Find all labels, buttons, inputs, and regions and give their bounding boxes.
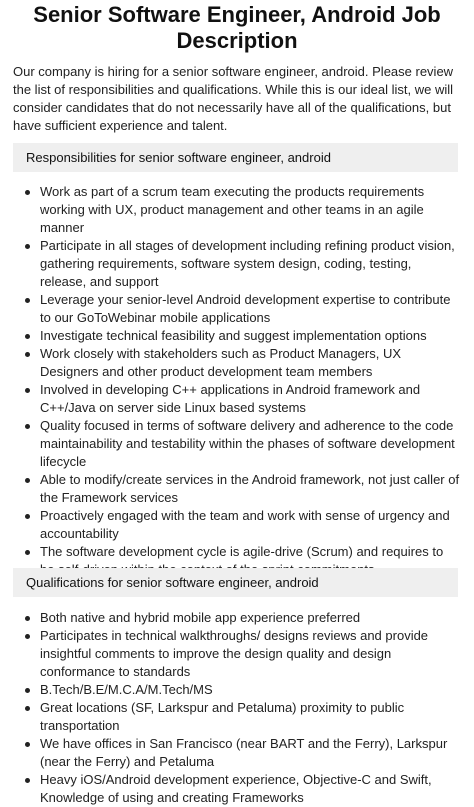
list-item: [0, 291, 474, 327]
list-item: [0, 507, 474, 543]
list-item-text: Work as part of a scrum team executing the products requirements working with UX, product management and other teams in an agile manner: [40, 184, 425, 235]
responsibilities-heading: Responsibilities for senior software engineer, android: [13, 143, 458, 172]
bullet-icon: [25, 634, 30, 639]
bullet-icon: [25, 706, 30, 711]
bullet-icon: [25, 742, 30, 747]
list-item-text: Participates in technical walkthroughs/ designs reviews and provide insightful comments to improve the design quality and design conformance to standards: [40, 628, 429, 679]
bullet-icon: [25, 778, 30, 783]
list-item: [0, 417, 474, 471]
list-item-text: Investigate technical feasibility and suggest implementation options: [40, 328, 427, 343]
qualifications-heading: Qualifications for senior software engineer, android: [13, 568, 458, 597]
list-item-text: Both native and hybrid mobile app experience preferred: [40, 610, 361, 625]
bullet-icon: [25, 616, 30, 621]
intro-paragraph: Our company is hiring for a senior software engineer, android. Please review the list of responsibilities and qualifications. While this is our ideal list, we will consider candidates that do not necessarily have all of the qualifications, but have sufficient experience and talent.: [13, 64, 454, 133]
list-item-text: Involved in developing C++ applications in Android framework and C++/Java on server side Linux based systems: [40, 382, 421, 415]
bullet-icon: [25, 688, 30, 693]
bullet-icon: [25, 514, 30, 519]
bullet-icon: [25, 190, 30, 195]
list-item: [0, 471, 474, 507]
list-item: [0, 609, 474, 627]
bullet-icon: [25, 334, 30, 339]
list-item-text: We have offices in San Francisco (near BART and the Ferry), Larkspur (near the Ferry) and Petaluma: [40, 736, 448, 769]
list-item: [0, 735, 474, 771]
list-item: [0, 627, 474, 681]
list-item-text: Quality focused in terms of software delivery and adherence to the code maintainability and testability within the phases of software development lifecycle: [40, 418, 455, 469]
list-item: [0, 771, 474, 807]
page-title: Senior Software Engineer, Android Job Description: [33, 2, 441, 53]
list-item-text: Proactively engaged with the team and work with sense of urgency and accountability: [40, 508, 450, 541]
bullet-icon: [25, 352, 30, 357]
list-item-text: Great locations (SF, Larkspur and Petaluma) proximity to public transportation: [40, 700, 405, 733]
list-item: [0, 237, 474, 291]
qualifications-list: [0, 609, 474, 807]
bullet-icon: [25, 550, 30, 555]
list-item-text: Able to modify/create services in the Android framework, not just caller of the Framework services: [40, 472, 460, 505]
responsibilities-list: [0, 183, 474, 579]
bullet-icon: [25, 478, 30, 483]
list-item: [0, 327, 474, 345]
list-item: [0, 381, 474, 417]
list-item-text: B.Tech/B.E/M.C.A/M.Tech/MS: [40, 682, 213, 697]
list-item: [0, 681, 474, 699]
list-item-text: The software development cycle is agile-drive (Scrum) and requires to: [40, 544, 444, 559]
list-item: [0, 699, 474, 735]
list-item-text: Leverage your senior-level Android development expertise to contribute to our GoToWebinar mobile applications: [40, 292, 451, 325]
bullet-icon: [25, 298, 30, 303]
list-item-text: Work closely with stakeholders such as Product Managers, UX Designers and other product development team members: [40, 346, 402, 379]
list-item-text: Heavy iOS/Android development experience, Objective-C and Swift, Knowledge of using and creating Frameworks: [40, 772, 432, 805]
list-item-text: Participate in all stages of development including refining product vision, gathering requirements, software system design, coding, testing, release, and support: [40, 238, 455, 289]
list-item: [0, 183, 474, 237]
list-item: [0, 345, 474, 381]
bullet-icon: [25, 424, 30, 429]
bullet-icon: [25, 388, 30, 393]
bullet-icon: [25, 244, 30, 249]
